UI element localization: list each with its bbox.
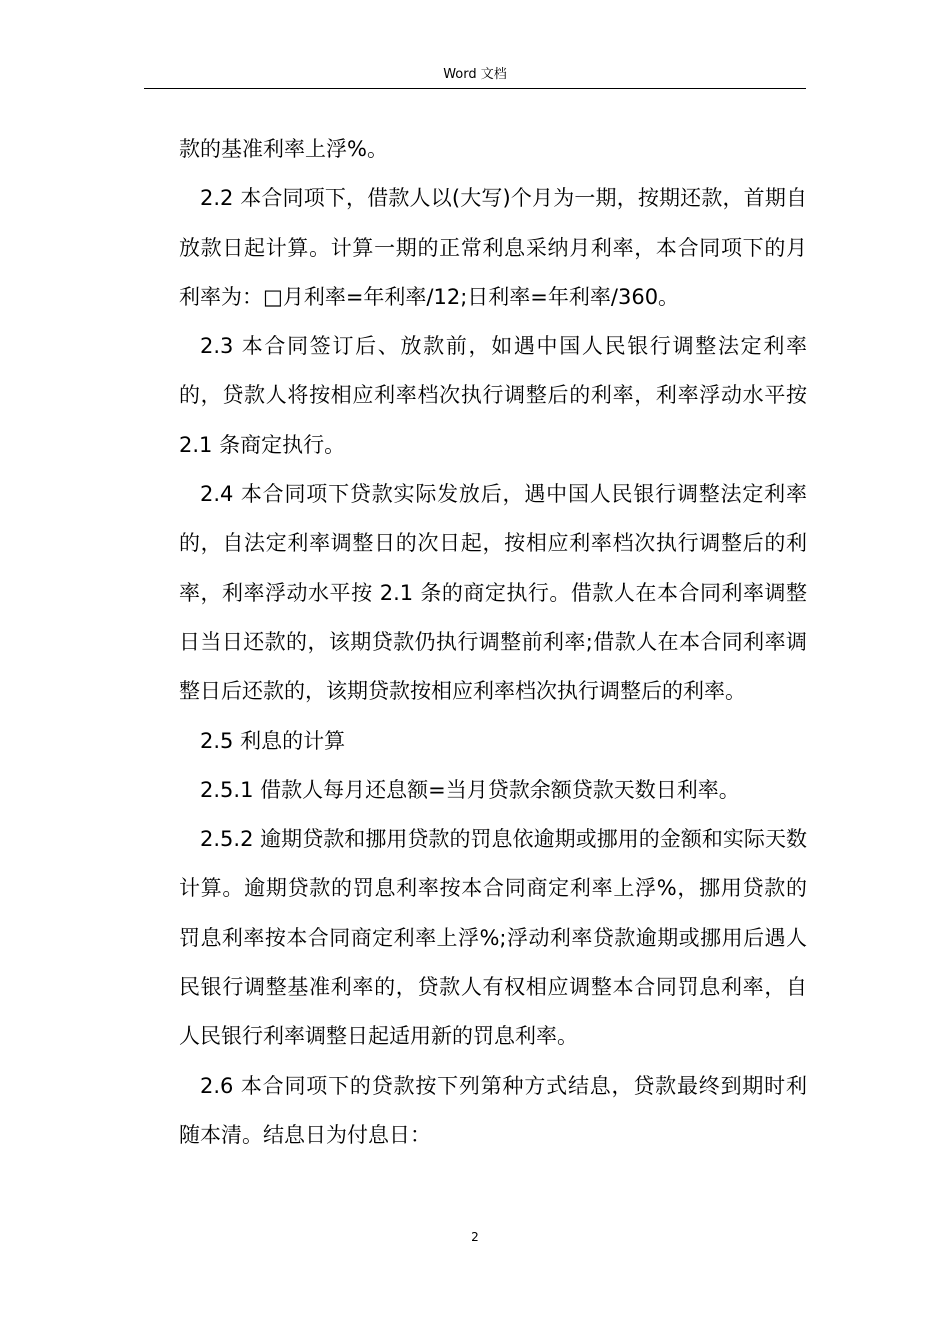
paragraph-2-4: 2.4 本合同项下贷款实际发放后，遇中国人民银行调整法定利率的，自法定利率调整日的次日起，按相应利率档次执行调整后的利率，利率浮动水平按 2.1 条的商定执行。借款人在本合同利率调整日当日还款的，该期贷款仍执行调整前利率;借款人在本合同利率调整日后还款的，该期贷款按相应利率档次执行调整后的利率。 — [179, 482, 807, 704]
page-number: 2 — [471, 1230, 479, 1244]
paragraph-continuation: 款的基准利率上浮%。 — [179, 137, 388, 161]
document-body — [179, 125, 807, 1160]
paragraph-2-6: 2.6 本合同项下的贷款按下列第种方式结息，贷款最终到期时利随本清。结息日为付息日： — [179, 1073, 807, 1147]
header-divider — [144, 88, 806, 89]
paragraph-2-5-1: 2.5.1 借款人每月还息额=当月贷款余额贷款天数日利率。 — [200, 777, 740, 802]
paragraph-2-5-2: 2.5.2 逾期贷款和挪用贷款的罚息依逾期或挪用的金额和实际天数计算。逾期贷款的罚息利率按本合同商定利率上浮%，挪用贷款的罚息利率按本合同商定利率上浮%;浮动利率贷款逾期或挪用后遇人民银行调整基准利率的，贷款人有权相应调整本合同罚息利率，自人民银行利率调整日起适用新的罚息利率。 — [179, 827, 807, 1049]
paragraph-2-2: 2.2 本合同项下，借款人以(大写)个月为一期，按期还款，首期自放款日起计算。计算一期的正常利息采纳月利率，本合同项下的月利率为：□月利率=年利率/12;日利率=年利率/360。 — [179, 186, 807, 309]
page-header: Word 文档 — [443, 67, 507, 82]
paragraph-2-3: 2.3 本合同签订后、放款前，如遇中国人民银行调整法定利率的，贷款人将按相应利率档次执行调整后的利率，利率浮动水平按 2.1 条商定执行。 — [179, 334, 807, 457]
paragraph-2-5: 2.5 利息的计算 — [200, 728, 346, 753]
